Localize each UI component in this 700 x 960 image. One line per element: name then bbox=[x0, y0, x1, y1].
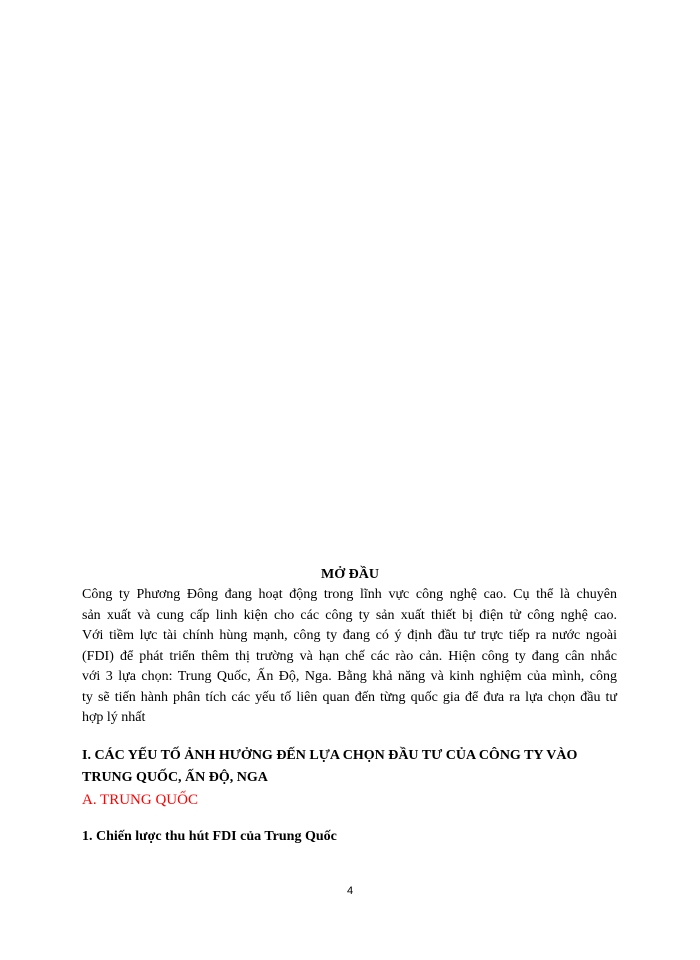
intro-line: Công ty Phương Đông đang hoạt động trong lĩnh vực công nghệ cao. Cụ thể là chuyên bbox=[82, 587, 617, 602]
intro-line: (FDI) để phát triển thêm thị trường và hạn chế các rào cản. Hiện công ty đang cân nhắc bbox=[82, 648, 617, 664]
intro-heading: MỞ ĐẦU bbox=[321, 567, 379, 582]
section-title-line: I. CÁC YẾU TỐ ẢNH HƯỞNG ĐẾN LỰA CHỌN ĐẦU TƯ CỦA CÔNG TY VÀO bbox=[82, 748, 578, 763]
intro-line: với 3 lựa chọn: Trung Quốc, Ấn Độ, Nga. Bằng khả năng và kinh nghiệm của mình, công bbox=[82, 669, 617, 684]
section-title-line: TRUNG QUỐC, ẤN ĐỘ, NGA bbox=[82, 770, 268, 785]
intro-paragraph bbox=[82, 585, 617, 729]
subsection-title: A. TRUNG QUỐC bbox=[82, 792, 198, 808]
intro-line: ty sẽ tiến hành phân tích các yếu tố liên quan đến từng quốc gia để đưa ra lựa chọn đầu tư bbox=[82, 689, 617, 705]
page-number: 4 bbox=[346, 885, 354, 897]
intro-line: sản xuất và cung cấp linh kiện cho các công ty sản xuất thiết bị điện tử công nghệ cao. bbox=[82, 607, 617, 623]
section-title bbox=[82, 745, 622, 789]
item-title: 1. Chiến lược thu hút FDI của Trung Quốc bbox=[82, 829, 337, 844]
intro-line: hợp lý nhất bbox=[82, 710, 146, 725]
intro-line: Với tiềm lực tài chính hùng mạnh, công ty đang có ý định đầu tư trực tiếp ra nước ngoài bbox=[82, 628, 617, 643]
